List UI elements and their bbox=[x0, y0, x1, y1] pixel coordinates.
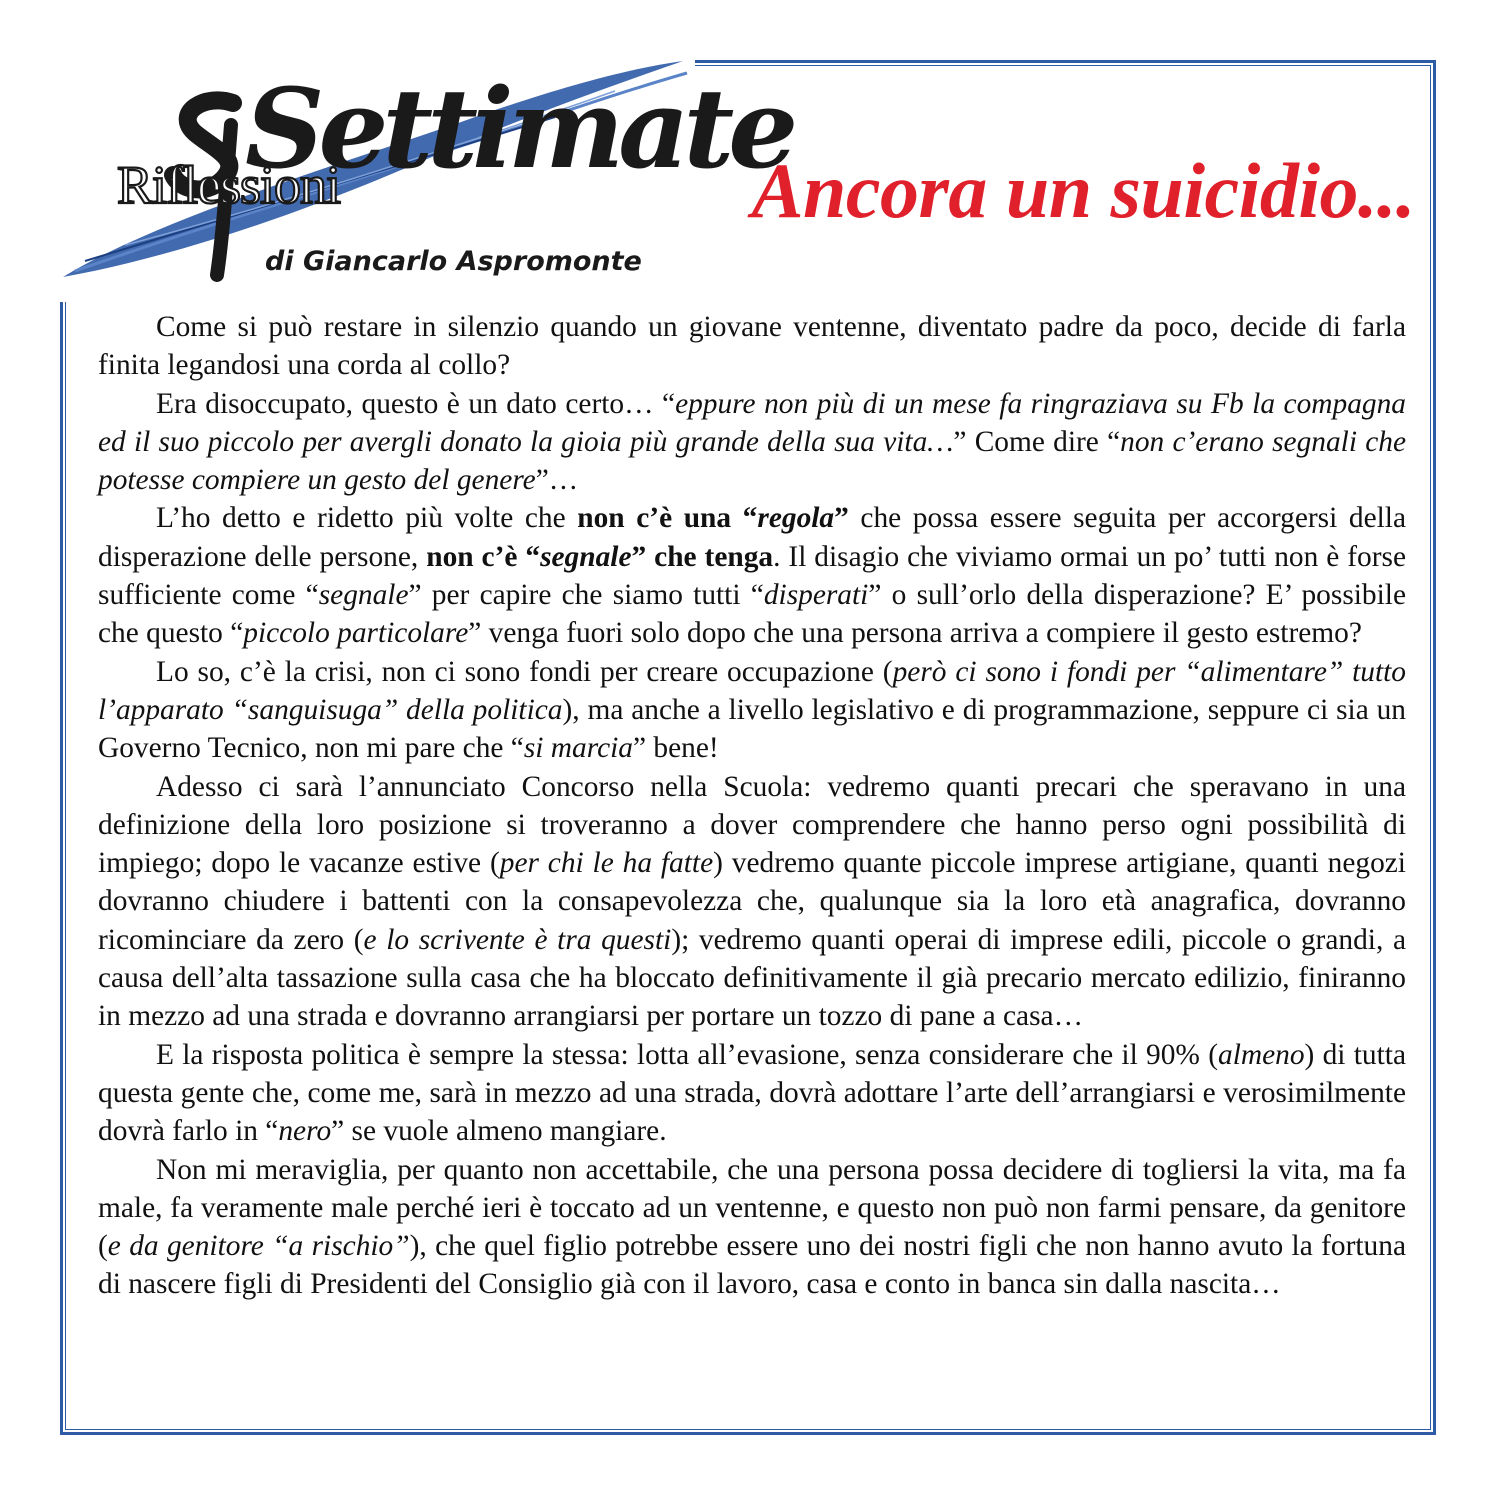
text-run: e lo scrivente è tra questi bbox=[363, 923, 672, 956]
text-run: ) di tutta questa gente che, come me, sarà in mezzo ad una strada, dovrà adottare l’arte dell’arrangiarsi e verosimilmente dovrà farlo in “ bbox=[98, 1038, 1406, 1148]
text-run: ” che tenga bbox=[631, 540, 774, 573]
column-logo bbox=[55, 55, 793, 295]
article-body bbox=[98, 308, 1406, 1304]
article-paragraph bbox=[98, 768, 1406, 1036]
text-run: ); vedremo quanti operai di imprese edili, piccole o grandi, a causa dell’alta tassazione sulla casa che ha bloccato definitivamente il già precario mercato edilizio, finiranno in mezzo ad una strada e dovranno arrangiarsi per portare un tozzo di pane a casa… bbox=[98, 923, 1406, 1033]
svg-text:Settimate: Settimate bbox=[245, 64, 793, 193]
article-paragraph bbox=[98, 499, 1406, 652]
text-run: Era disoccupato, questo è un dato certo… “ bbox=[156, 387, 676, 420]
text-run: L’ho detto e ridetto più volte che bbox=[156, 502, 578, 535]
text-run: segnale bbox=[318, 579, 409, 612]
text-run: almeno bbox=[1218, 1038, 1305, 1071]
text-run: si marcia bbox=[523, 732, 633, 765]
text-run: disperati bbox=[763, 579, 869, 612]
text-run: non c’erano segnali che potesse compiere un gesto del genere bbox=[98, 425, 1407, 497]
text-run: ), che quel figlio potrebbe essere uno dei nostri figli che non hanno avuto la fortuna di nascere figli di Presidenti del Consiglio già con il lavoro, casa e conto in banca sin dalla nascita… bbox=[98, 1230, 1406, 1301]
article-paragraph bbox=[98, 653, 1406, 768]
text-run: regola bbox=[757, 502, 835, 535]
article-paragraph bbox=[98, 308, 1406, 385]
text-run: ” se vuole almeno mangiare. bbox=[331, 1115, 667, 1148]
text-run: ” bbox=[834, 502, 849, 535]
logo-section-name: Riflessioni bbox=[117, 155, 341, 215]
text-run: ), ma anche a livello legislativo e di programmazione, seppure ci sia un Governo Tecnico, non mi pare che “ bbox=[98, 693, 1406, 765]
text-run: Non mi meraviglia, per quanto non accettabile, che una persona possa decidere di togliersi la vita, ma fa male, fa veramente male perché ieri è toccato ad un ventenne, e questo non può non farmi pensare, da genitore ( bbox=[98, 1153, 1406, 1263]
text-run: però ci sono i fondi per “alimentare” tutto l’apparato “sanguisuga” della politica bbox=[98, 655, 1406, 726]
text-run: Adesso ci sarà l’annunciato Concorso nella Scuola: vedremo quanti precari che speravano in una definizione della loro posizione si troveranno a dover comprendere che hanno perso ogni possibilità di impiego; dopo le vacanze estive ( bbox=[98, 770, 1406, 880]
text-run: nero bbox=[278, 1115, 332, 1148]
text-run: . Il disagio che viviamo ormai un po’ tutti non è forse sufficiente come “ bbox=[98, 540, 1406, 612]
text-run: ” venga fuori solo dopo che una persona arriva a compiere il gesto estremo? bbox=[468, 617, 1362, 650]
article-paragraph bbox=[98, 385, 1406, 500]
text-run: ” Come dire “ bbox=[953, 425, 1121, 458]
text-run: non c’è una “ bbox=[577, 502, 758, 535]
text-run: che possa essere seguita per accorgersi della disperazione delle persone, bbox=[98, 502, 1406, 573]
text-run: E la risposta politica è sempre la stessa: lotta all’evasione, senza considerare che il 90% ( bbox=[156, 1038, 1218, 1071]
article-paragraph bbox=[98, 1151, 1406, 1304]
text-run: eppure non più di un mese fa ringraziava su Fb la compagna ed il suo piccolo per avergli donato la gioia più grande della sua vita… bbox=[98, 387, 1406, 458]
text-run: ” o sull’orlo della disperazione? E’ possibile che questo “ bbox=[98, 579, 1406, 650]
text-run: ”… bbox=[535, 464, 579, 497]
text-run: per chi le ha fatte bbox=[499, 847, 714, 880]
logo-byline: di Giancarlo Aspromonte bbox=[265, 246, 642, 277]
text-run: segnale bbox=[540, 540, 632, 573]
text-run: Lo so, c’è la crisi, non ci sono fondi per creare occupazione ( bbox=[156, 655, 893, 688]
article-title: Ancora un suicidio... bbox=[751, 147, 1415, 234]
text-run: piccolo particolare bbox=[243, 617, 469, 650]
text-run: ” per capire che siamo tutti “ bbox=[408, 579, 764, 612]
text-run: non c’è “ bbox=[426, 540, 541, 573]
text-run: Come si può restare in silenzio quando un giovane ventenne, diventato padre da poco, decide di farla finita legandosi una corda al collo? bbox=[98, 311, 1406, 382]
article-paragraph bbox=[98, 1036, 1406, 1151]
text-run: e da genitore “a rischio” bbox=[107, 1230, 410, 1263]
text-run: ) vedremo quante piccole imprese artigiane, quanti negozi dovranno chiudere i battenti con la consapevolezza che, qualunque sia la loro età anagrafica, dovranno ricominciare da zero ( bbox=[98, 847, 1406, 956]
text-run: ” bene! bbox=[632, 732, 719, 765]
